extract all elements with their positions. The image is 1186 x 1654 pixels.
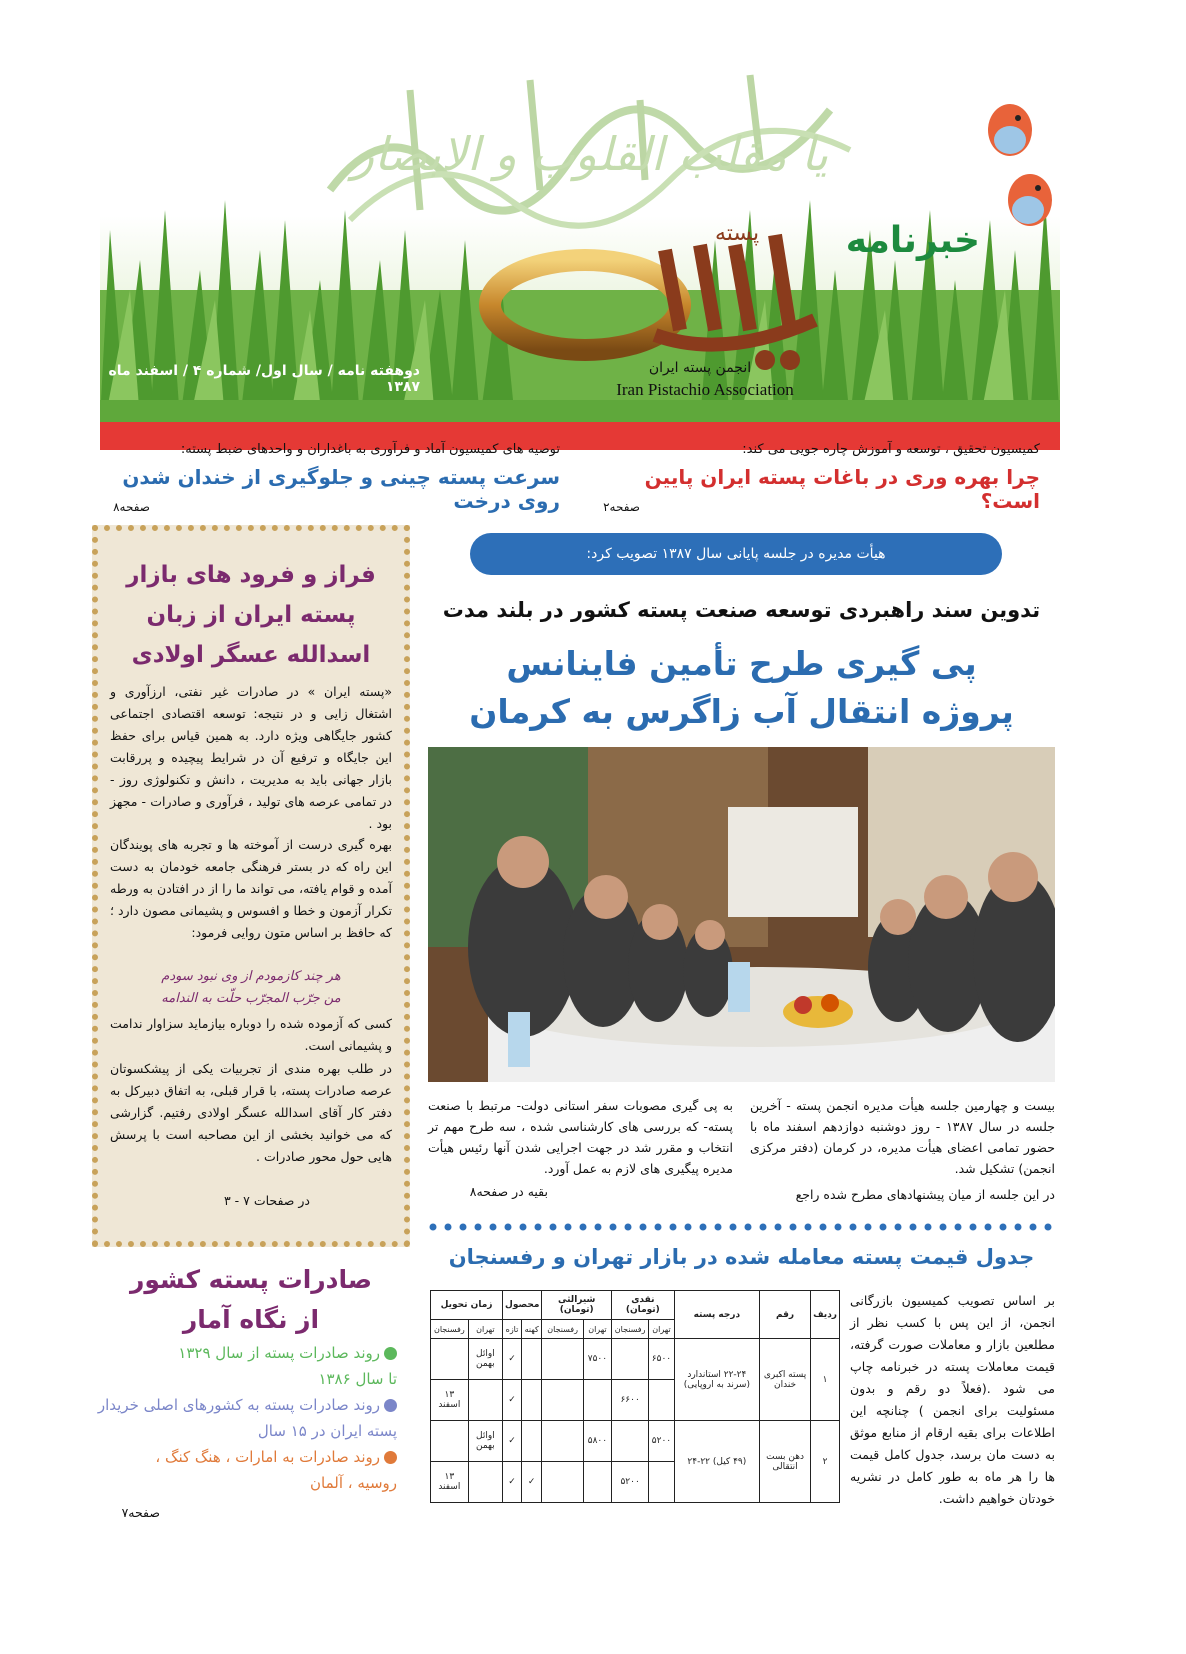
- divider-dot: [820, 1224, 827, 1231]
- poem-line: هر چند کازمودم از وی نبود سودم: [161, 969, 341, 984]
- table-cell: ۲: [811, 1421, 840, 1503]
- table-subheader: رفسنجان: [612, 1320, 649, 1339]
- table-cell: [542, 1380, 583, 1421]
- table-cell: [542, 1462, 583, 1503]
- lead-headline-line: پی گیری طرح تأمین فاینانس: [506, 644, 977, 683]
- divider-dot: [685, 1224, 692, 1231]
- divider-dot: [595, 1224, 602, 1231]
- divider-dot: [790, 1224, 797, 1231]
- table-cell: ۶۵۰۰: [649, 1339, 674, 1380]
- meeting-photo: [428, 747, 1055, 1082]
- lead-subhead: تدوین سند راهبردی توسعه صنعت پسته کشور در بلند مدت: [442, 598, 1041, 622]
- list-item-cont: تا سال ۱۳۸۶: [318, 1370, 397, 1388]
- sidebar-title-line: فراز و فرود های بازار: [126, 562, 376, 588]
- dotted-divider: [428, 1222, 1055, 1232]
- story1-headline[interactable]: چرا بهره وری در باغات پسته ایران پایین است؟: [644, 465, 1040, 513]
- divider-dot: [430, 1224, 437, 1231]
- table-cell: ۱: [811, 1339, 840, 1421]
- bullet-icon: [384, 1399, 397, 1412]
- table-cell: ✓: [503, 1462, 522, 1503]
- divider-dot: [865, 1224, 872, 1231]
- story1-page[interactable]: صفحه۲: [603, 500, 640, 514]
- divider-dot: [475, 1224, 482, 1231]
- green-band: [100, 400, 1060, 422]
- issue-line: دوهفته نامه / سال اول/ شماره ۴ / اسفند ماه ۱۳۸۷: [108, 363, 420, 395]
- table-cell: ۶۶۰۰: [612, 1380, 649, 1421]
- newsletter-label: خبرنامه: [845, 220, 980, 261]
- table-cell: ✓: [503, 1339, 522, 1380]
- table-cell: دهن بست انتقالی: [760, 1421, 811, 1503]
- divider-dot: [775, 1224, 782, 1231]
- table-subheader: رفسنجان: [542, 1320, 583, 1339]
- table-header: رقم: [760, 1291, 811, 1339]
- divider-dot: [565, 1224, 572, 1231]
- divider-dot: [760, 1224, 767, 1231]
- lead-headline-line: پروژه انتقال آب زاگرس به کرمان: [469, 692, 1014, 731]
- divider-dot: [1045, 1224, 1052, 1231]
- table-cell: [431, 1421, 469, 1462]
- calligraphy-text: یا مقلب القلوب و الابصار: [351, 127, 829, 181]
- story2-headline[interactable]: سرعت پسته چینی و جلوگیری از خندان شدن روی درخت: [122, 465, 560, 513]
- divider-dot: [1000, 1224, 1007, 1231]
- divider-dot: [730, 1224, 737, 1231]
- list-item-cont: روسیه ، آلمان: [310, 1474, 397, 1492]
- table-cell: [612, 1421, 649, 1462]
- sidebar-paragraph: «پسته ایران » در صادرات غیر نفتی، ارزآوری و اشتغال زایی و در نتیجه: توسعه اقتصادی اجتماعی کشور جایگاهی ویژه دارد. به همین قیاس برای حفظ این جایگاه و ترفیع آن در شرایط پیچیده و پررقابت بازار جهانی باید به مدیریت ، دانش و تکنولوژی روز - در تمامی عرصه های تولید ، فرآوری و صادرات - مجهز بود .: [110, 684, 392, 831]
- table-cell: [583, 1462, 611, 1503]
- price-table-title: جدول قیمت پسته معامله شده در بازار تهران و رفسنجان: [448, 1245, 1035, 1269]
- divider-dot: [745, 1224, 752, 1231]
- sidebar-interview-box: [92, 525, 410, 1247]
- sidebar-page-ref[interactable]: در صفحات ۷ - ۳: [223, 1193, 310, 1208]
- divider-dot: [655, 1224, 662, 1231]
- list-item-cont: پسته ایران در ۱۵ سال: [257, 1422, 397, 1440]
- bullet-icon: [384, 1451, 397, 1464]
- table-subheader: تهران: [468, 1320, 502, 1339]
- divider-dot: [985, 1224, 992, 1231]
- lead-body-left: به پی گیری مصوبات سفر استانی دولت- مرتبط با صنعت پسته- که بررسی های کارشناسی شده ، سه طرح مهم تر انتخاب و مقرر شد در جهت اجرایی شدن آنها رئیس هیأت مدیره پیگیری های لازم به عمل آورد.: [428, 1098, 733, 1176]
- exports-title-line: صادرات پسته کشور: [129, 1265, 373, 1294]
- divider-dot: [1015, 1224, 1022, 1231]
- price-table: [430, 1290, 840, 1503]
- table-cell: [612, 1339, 649, 1380]
- divider-dot: [910, 1224, 917, 1231]
- table-header: نقدی (تومان): [612, 1291, 675, 1320]
- list-item[interactable]: روند صادرات پسته به کشورهای اصلی خریدار: [92, 1392, 397, 1418]
- divider-dot: [835, 1224, 842, 1231]
- divider-dot: [640, 1224, 647, 1231]
- divider-dot: [715, 1224, 722, 1231]
- divider-dot: [445, 1224, 452, 1231]
- table-header: زمان تحویل: [431, 1291, 503, 1320]
- table-row: [431, 1421, 840, 1462]
- table-cell: [649, 1380, 674, 1421]
- table-header: محصول: [503, 1291, 542, 1320]
- table-header: ردیف: [811, 1291, 840, 1339]
- list-item[interactable]: روند صادرات پسته از سال ۱۳۲۹: [92, 1340, 397, 1366]
- exports-page-ref[interactable]: صفحه۷: [121, 1505, 160, 1520]
- pesteh-logo: [465, 210, 845, 380]
- table-subheader: کهنه: [521, 1320, 541, 1339]
- table-cell: [468, 1462, 502, 1503]
- lead-kicker-pill: هیأت مدیره در جلسه پایانی سال ۱۳۸۷ تصویب کرد:: [470, 533, 1002, 575]
- divider-dot: [550, 1224, 557, 1231]
- lead-body-right: بیست و چهارمین جلسه هیأت مدیره انجمن پسته - آخرین جلسه در سال ۱۳۸۷ - روز دوشنبه دوازدهم اسفند ماه با حضور تمامی اعضای هیأت مدیره، در کرمان (دفتر مرکزی انجمن) تشکیل شد.: [750, 1098, 1055, 1176]
- table-cell: [431, 1339, 469, 1380]
- logo-text: پسته: [715, 221, 760, 246]
- divider-dot: [490, 1224, 497, 1231]
- table-cell: ۵۸۰۰: [583, 1421, 611, 1462]
- table-subheader: تهران: [583, 1320, 611, 1339]
- table-cell: [542, 1421, 583, 1462]
- divider-dot: [940, 1224, 947, 1231]
- table-cell: ۲۲-۲۴ استاندارد (سرند به اروپایی): [674, 1339, 759, 1421]
- exports-list: [92, 1340, 397, 1496]
- association-name-en: Iran Pistachio Association: [616, 380, 794, 399]
- table-subheader: تهران: [649, 1320, 674, 1339]
- divider-dot: [1030, 1224, 1037, 1231]
- lead-continued[interactable]: بقیه در صفحه۸: [469, 1184, 548, 1199]
- divider-dot: [460, 1224, 467, 1231]
- list-item[interactable]: روند صادرات به امارات ، هنگ کنگ ،: [92, 1444, 397, 1470]
- story1-kicker: کمیسیون تحقیق ، توسعه و آموزش چاره جویی می کند:: [742, 442, 1040, 457]
- divider-dot: [925, 1224, 932, 1231]
- story2-kicker: توصیه های کمیسیون آماد و فرآوری به باغداران و واحدهای ضبط پسته:: [180, 442, 560, 457]
- table-cell: (۴۹ کیل) ۲۲-۲۴: [674, 1421, 759, 1503]
- table-cell: ۷۵۰۰: [583, 1339, 611, 1380]
- table-cell: ✓: [503, 1380, 522, 1421]
- table-cell: ✓: [503, 1421, 522, 1462]
- divider-dot: [880, 1224, 887, 1231]
- table-cell: [521, 1380, 541, 1421]
- divider-dot: [850, 1224, 857, 1231]
- divider-dot: [970, 1224, 977, 1231]
- table-subheader: رفسنجان: [431, 1320, 469, 1339]
- sidebar-paragraph: در طلب بهره مندی از تجربیات یکی از پیشکسوتان عرصه صادرات پسته، با قرار قبلی، به اتفاق دبیرکل به دفتر کار آقای اسدالله عسگر اولادی رفتیم. گزارشی که می خوانید بخشی از این مصاحبه است با پرسش هایی حول محور صادرات .: [110, 1061, 392, 1164]
- association-name-fa: انجمن پسته ایران: [648, 360, 752, 376]
- table-cell: [583, 1380, 611, 1421]
- price-table-intro: بر اساس تصویب کمیسیون بازرگانی انجمن، از این پس با کسب نظر از مطلعین بازار و معاملات صورت گرفته، قیمت معاملات پسته در خبرنامه چاپ می شود .(فعلاً دو رقم و بدون مسئولیت برای انجمن ) چنانچه این اطلاعات برای بقیه ارقام از منابع موثق به دست مان برسد، جدول کامل قیمت ها را هر ماه به طور کامل در نشریه خودتان خواهیم داشت.: [850, 1293, 1055, 1506]
- divider-dot: [505, 1224, 512, 1231]
- divider-dot: [520, 1224, 527, 1231]
- table-cell: [649, 1462, 674, 1503]
- lead-body-right-cont: در این جلسه از میان پیشنهادهای مطرح شده راجع: [795, 1187, 1055, 1202]
- exports-title-line: از نگاه آمار: [182, 1305, 320, 1334]
- divider-dot: [535, 1224, 542, 1231]
- divider-dot: [895, 1224, 902, 1231]
- table-cell: [542, 1339, 583, 1380]
- table-cell: اوائل بهمن: [468, 1339, 502, 1380]
- table-subheader: تازه: [503, 1320, 522, 1339]
- divider-dot: [955, 1224, 962, 1231]
- table-cell: ۵۲۰۰: [649, 1421, 674, 1462]
- table-cell: [521, 1339, 541, 1380]
- divider-dot: [625, 1224, 632, 1231]
- table-cell: اوائل بهمن: [468, 1421, 502, 1462]
- table-header: درجه پسته: [674, 1291, 759, 1339]
- table-cell: ۵۲۰۰: [612, 1462, 649, 1503]
- sidebar-paragraph: کسی که آزموده شده را دوباره بیازماید سزاوار ندامت و پشیمانی است.: [110, 1016, 392, 1053]
- birds-illustration: [980, 80, 1060, 280]
- poem-line: من جرّب المجرّب حلّت به الندامه: [161, 991, 341, 1006]
- table-cell: [521, 1421, 541, 1462]
- story2-page[interactable]: صفحه۸: [113, 500, 150, 514]
- divider-dot: [610, 1224, 617, 1231]
- table-cell: ✓: [521, 1462, 541, 1503]
- table-cell: پسته اکبری خندان: [760, 1339, 811, 1421]
- divider-dot: [805, 1224, 812, 1231]
- sidebar-paragraph: بهره گیری درست از آموخته ها و تجربه های پویندگان این راه که در بستر فرهنگی جامعه خودمان به دست آمده و قوام یافته، می تواند ما را از در افتادن به ورطه تکرار آزمون و خطا و افسوس و پشیمانی مصون دارد ؛ که حافظ بر اساس متون روایی فرمود:: [110, 837, 392, 940]
- table-cell: ۱۳ اسفند: [431, 1380, 469, 1421]
- divider-dot: [700, 1224, 707, 1231]
- table-cell: [468, 1380, 502, 1421]
- sidebar-title-line: اسدالله عسگر اولادی: [131, 642, 371, 668]
- bullet-icon: [384, 1347, 397, 1360]
- divider-dot: [580, 1224, 587, 1231]
- table-row: [431, 1339, 840, 1380]
- table-header: شیرالثی (تومان): [542, 1291, 612, 1320]
- table-cell: ۱۳ اسفند: [431, 1462, 469, 1503]
- sidebar-title-line: پسته ایران از زبان: [146, 602, 356, 628]
- divider-dot: [670, 1224, 677, 1231]
